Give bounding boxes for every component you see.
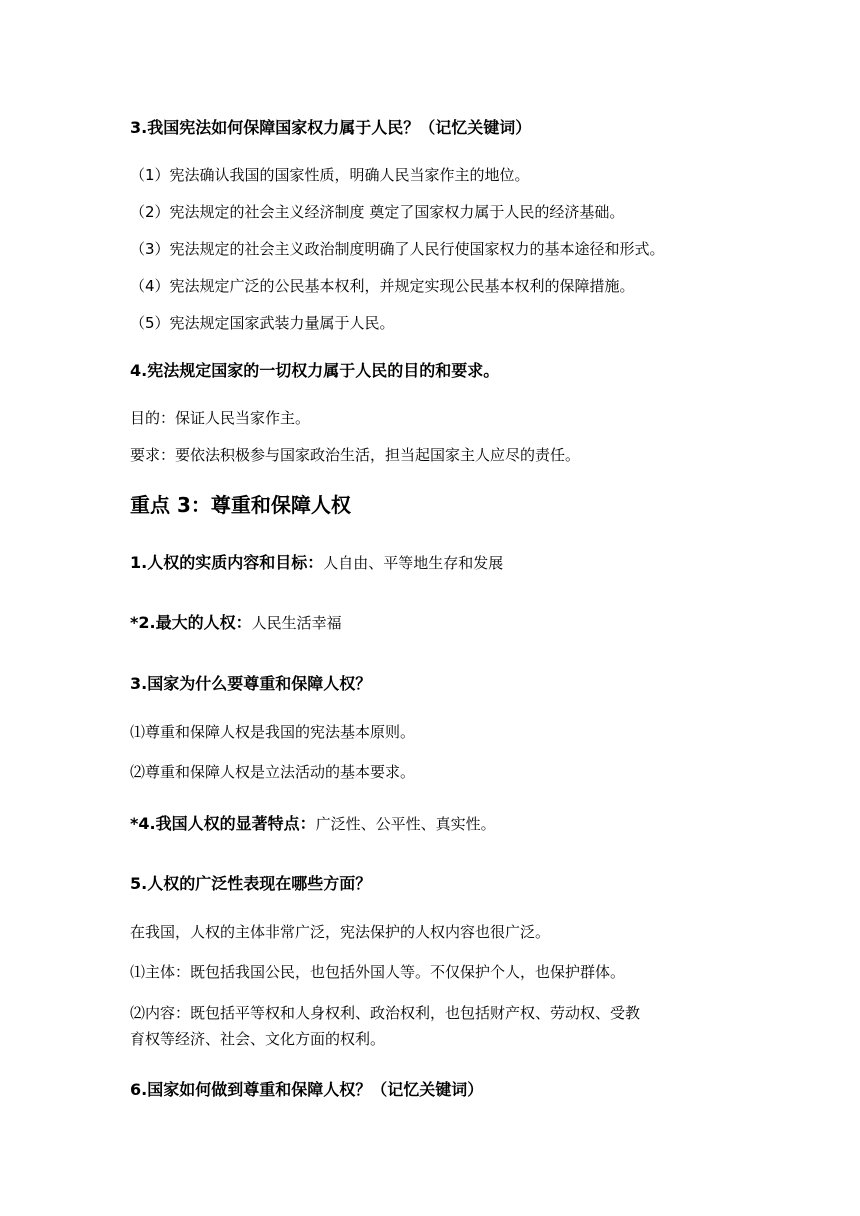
point-5-item-2-line-2: 育权等经济、社会、文化方面的权利。 [130,1030,386,1048]
point-1-value: 人自由、平等地生存和发展 [323,554,504,572]
point-1 [130,553,503,573]
point-5-intro: 在我国，人权的主体非常广泛，宪法保护的人权内容也很广泛。 [130,923,551,941]
point-5-heading: 5.人权的广泛性表现在哪些方面？ [130,874,372,893]
point-4-label: *4.我国人权的显著特点： [130,814,316,833]
point-3-heading: 3.国家为什么要尊重和保障人权？ [130,674,372,693]
question-4-heading: 4.宪法规定国家的一切权力属于人民的目的和要求。 [130,361,500,380]
q3-item-1: （1）宪法确认我国的国家性质，明确人民当家作主的地位。 [130,166,530,184]
point-4-value: 广泛性、公平性、真实性。 [315,815,496,833]
q3-item-2: （2）宪法规定的社会主义经济制度 奠定了国家权力属于人民的经济基础。 [130,203,625,221]
q4-purpose: 目的：保证人民当家作主。 [130,409,311,427]
point-5-item-1: ⑴主体：既包括我国公民，也包括外国人等。不仅保护个人，也保护群体。 [130,963,626,981]
point-6-heading: 6.国家如何做到尊重和保障人权？（记忆关键词） [130,1080,484,1099]
q3-item-3: （3）宪法规定的社会主义政治制度明确了人民行使国家权力的基本途径和形式。 [130,240,665,258]
point-2 [130,613,342,633]
point-1-label: 1.人权的实质内容和目标： [130,553,324,572]
point-2-value: 人民生活幸福 [251,614,342,632]
point-2-label: *2.最大的人权： [130,613,252,632]
q3-item-4: （4）宪法规定广泛的公民基本权利，并规定实现公民基本权利的保障措施。 [130,277,635,295]
point-4 [130,814,496,834]
point-3-item-2: ⑵尊重和保障人权是立法活动的基本要求。 [130,763,416,781]
point-3-item-1: ⑴尊重和保障人权是我国的宪法基本原则。 [130,723,416,741]
question-3-heading: 3.我国宪法如何保障国家权力属于人民？（记忆关键词） [130,118,532,137]
q3-item-5: （5）宪法规定国家武装力量属于人民。 [130,314,395,332]
section-3-heading: 重点 3：尊重和保障人权 [130,493,351,517]
point-5-item-2-line-1: ⑵内容：既包括平等权和人身权利、政治权利，也包括财产权、劳动权、受教 [130,1004,641,1022]
q4-requirement: 要求：要依法积极参与国家政治生活，担当起国家主人应尽的责任。 [130,446,581,464]
